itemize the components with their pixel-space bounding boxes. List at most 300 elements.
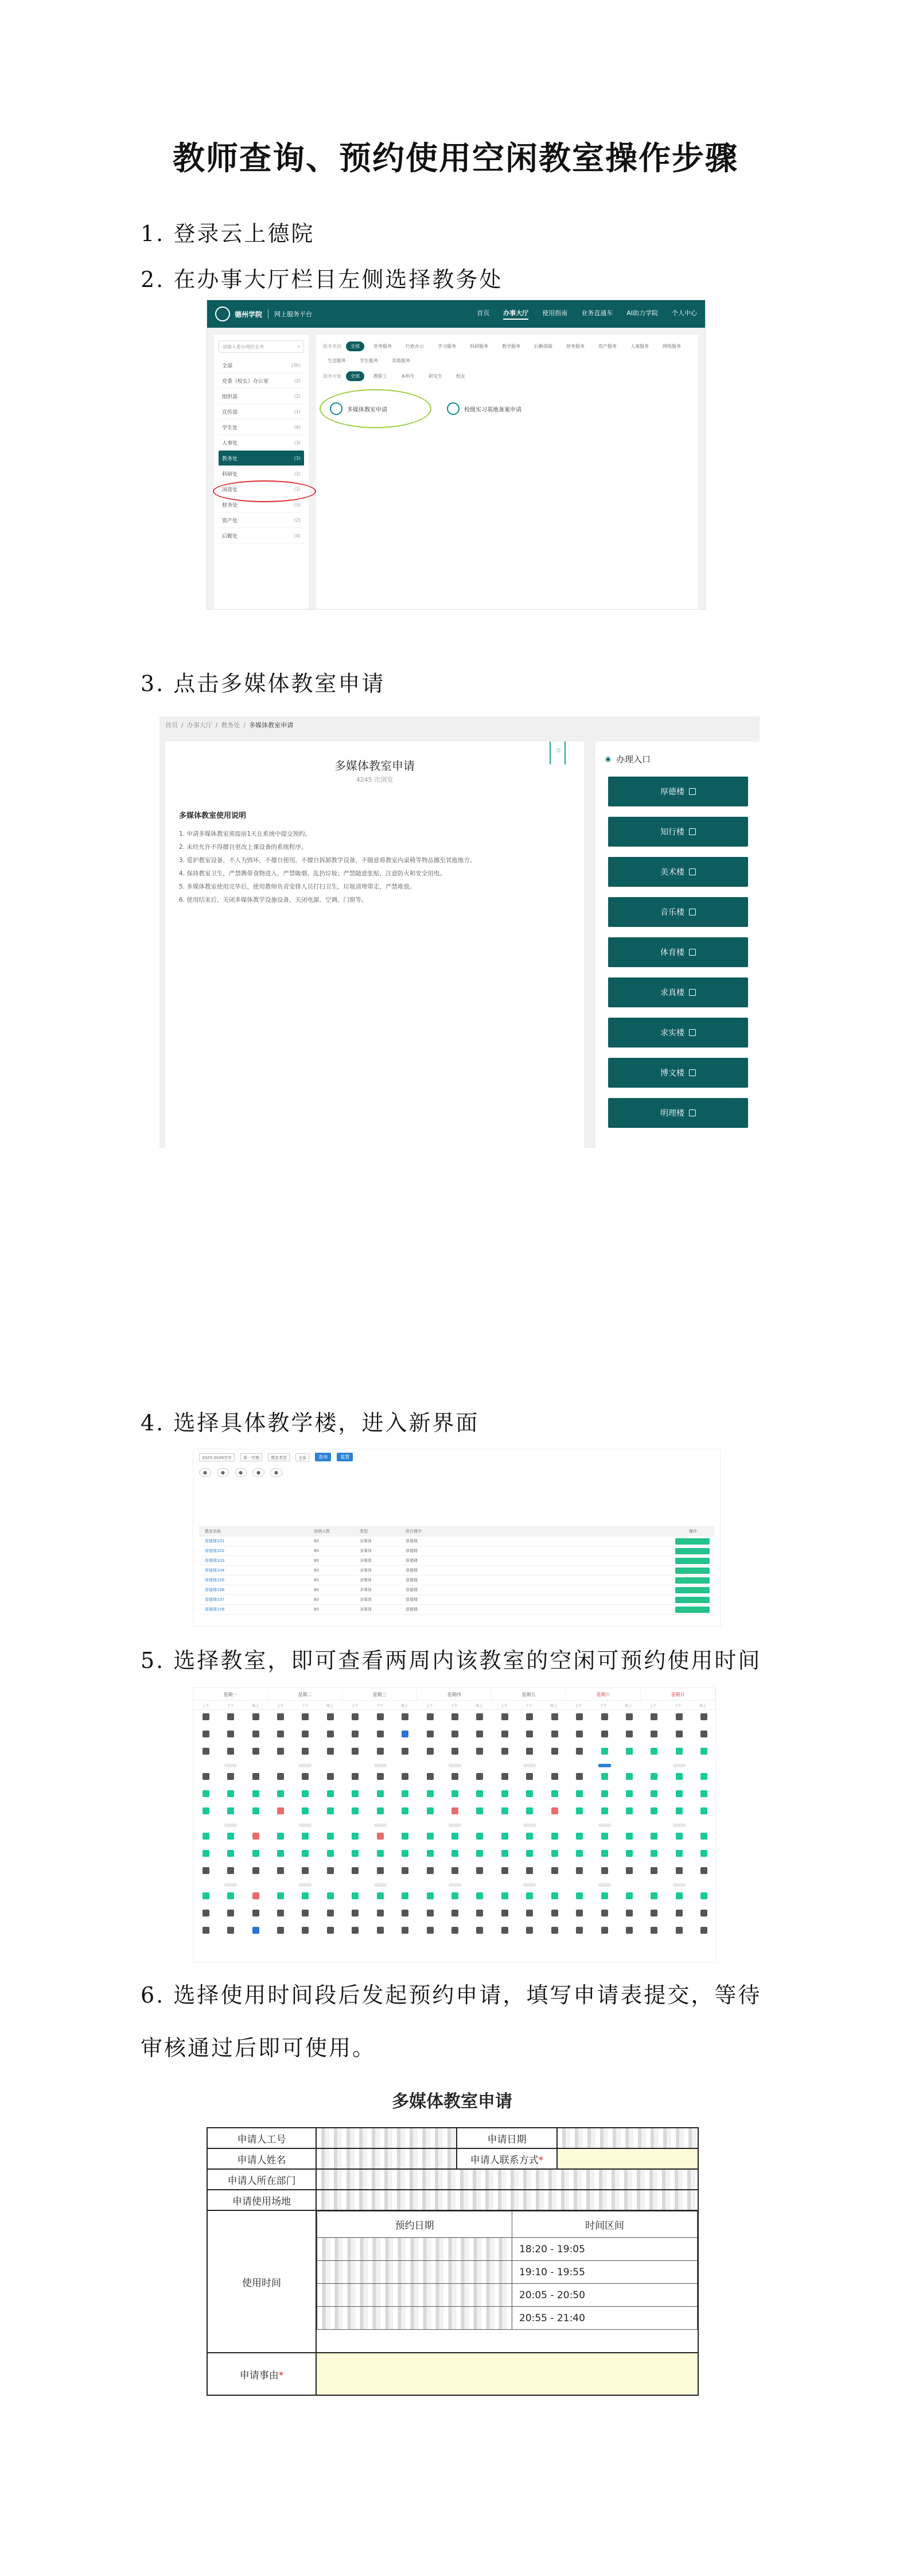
slot-cell[interactable] bbox=[203, 1892, 209, 1899]
slot-cell[interactable] bbox=[203, 1748, 209, 1755]
slot-cell[interactable] bbox=[427, 1833, 434, 1840]
slot-cell[interactable] bbox=[476, 1892, 483, 1899]
slot-cell[interactable] bbox=[427, 1927, 434, 1934]
slot-cell[interactable] bbox=[700, 1731, 707, 1737]
slot-cell[interactable] bbox=[252, 1833, 259, 1840]
query-button[interactable]: 查询 bbox=[315, 1453, 331, 1461]
slot-cell[interactable] bbox=[302, 1773, 309, 1780]
view-schedule-button[interactable] bbox=[675, 1597, 710, 1603]
nav-home[interactable]: 首页 bbox=[477, 309, 490, 317]
slot-cell[interactable] bbox=[626, 1807, 633, 1814]
filter-chip[interactable]: 全部 bbox=[346, 342, 364, 351]
slot-cell[interactable] bbox=[277, 1850, 284, 1857]
slot-cell[interactable] bbox=[700, 1713, 707, 1720]
slot-cell[interactable] bbox=[302, 1910, 309, 1917]
slot-cell[interactable] bbox=[626, 1713, 633, 1720]
sidebar-item[interactable] bbox=[219, 373, 304, 389]
slot-cell[interactable] bbox=[601, 1910, 608, 1917]
slot-cell[interactable] bbox=[601, 1790, 608, 1797]
slot-cell[interactable] bbox=[451, 1748, 458, 1755]
slot-cell[interactable] bbox=[402, 1731, 408, 1737]
breadcrumb-item[interactable]: 教务处 bbox=[221, 721, 240, 729]
slot-cell[interactable] bbox=[676, 1910, 683, 1917]
slot-cell[interactable] bbox=[476, 1850, 483, 1857]
classroom-name[interactable]: 厚德楼103 bbox=[205, 1558, 225, 1563]
slot-cell[interactable] bbox=[601, 1833, 608, 1840]
table-row[interactable] bbox=[199, 1537, 714, 1546]
slot-cell[interactable] bbox=[651, 1833, 657, 1840]
slot-cell[interactable] bbox=[327, 1850, 334, 1857]
slot-cell[interactable] bbox=[551, 1910, 558, 1917]
building-button[interactable] bbox=[608, 817, 748, 847]
classroom-name[interactable]: 厚德楼106 bbox=[205, 1588, 225, 1592]
slot-cell[interactable] bbox=[626, 1748, 633, 1755]
slot-cell[interactable] bbox=[327, 1731, 334, 1737]
chip[interactable]: ● bbox=[252, 1468, 264, 1477]
slot-cell[interactable] bbox=[277, 1927, 284, 1934]
nav-personal[interactable]: 个人中心 bbox=[672, 309, 697, 317]
slot-cell[interactable] bbox=[576, 1910, 583, 1917]
slot-cell[interactable] bbox=[576, 1927, 583, 1934]
slot-cell[interactable] bbox=[451, 1790, 458, 1797]
slot-cell[interactable] bbox=[651, 1731, 657, 1737]
chip[interactable]: ● bbox=[270, 1468, 282, 1477]
slot-cell[interactable] bbox=[551, 1927, 558, 1934]
breadcrumb-item[interactable]: 首页 bbox=[165, 721, 178, 729]
slot-cell[interactable] bbox=[402, 1910, 408, 1917]
sidebar-item[interactable] bbox=[219, 528, 304, 544]
slot-cell[interactable] bbox=[377, 1867, 384, 1874]
slot-cell[interactable] bbox=[651, 1927, 657, 1934]
slot-cell[interactable] bbox=[302, 1892, 309, 1899]
slot-cell[interactable] bbox=[476, 1910, 483, 1917]
slot-cell[interactable] bbox=[551, 1807, 558, 1814]
slot-cell[interactable] bbox=[526, 1748, 533, 1755]
slot-cell[interactable] bbox=[252, 1773, 259, 1780]
slot-cell[interactable] bbox=[277, 1892, 284, 1899]
slot-cell[interactable] bbox=[302, 1850, 309, 1857]
nav-service-hall[interactable]: 办事大厅 bbox=[503, 308, 528, 320]
slot-cell[interactable] bbox=[227, 1807, 234, 1814]
slot-cell[interactable] bbox=[601, 1713, 608, 1720]
slot-cell[interactable] bbox=[203, 1731, 209, 1737]
slot-cell[interactable] bbox=[501, 1790, 508, 1797]
slot-cell[interactable] bbox=[526, 1790, 533, 1797]
slot-cell[interactable] bbox=[551, 1748, 558, 1755]
slot-cell[interactable] bbox=[601, 1927, 608, 1934]
type-select[interactable]: 教室类型 bbox=[268, 1453, 290, 1461]
slot-cell[interactable] bbox=[700, 1773, 707, 1780]
slot-cell[interactable] bbox=[327, 1807, 334, 1814]
filter-chip[interactable]: 行政办公 bbox=[406, 344, 424, 349]
slot-cell[interactable] bbox=[252, 1892, 259, 1899]
slot-cell[interactable] bbox=[526, 1892, 533, 1899]
slot-cell[interactable] bbox=[700, 1807, 707, 1814]
slot-cell[interactable] bbox=[676, 1807, 683, 1814]
slot-cell[interactable] bbox=[203, 1867, 209, 1874]
slot-cell[interactable] bbox=[277, 1867, 284, 1874]
slot-cell[interactable] bbox=[302, 1833, 309, 1840]
slot-cell[interactable] bbox=[377, 1807, 384, 1814]
slot-cell[interactable] bbox=[476, 1927, 483, 1934]
slot-cell[interactable] bbox=[252, 1910, 259, 1917]
slot-cell[interactable] bbox=[402, 1867, 408, 1874]
slot-cell[interactable] bbox=[551, 1790, 558, 1797]
slot-cell[interactable] bbox=[302, 1927, 309, 1934]
slot-cell[interactable] bbox=[626, 1850, 633, 1857]
slot-cell[interactable] bbox=[676, 1850, 683, 1857]
table-row[interactable] bbox=[199, 1576, 714, 1585]
slot-cell[interactable] bbox=[700, 1927, 707, 1934]
slot-cell[interactable] bbox=[277, 1748, 284, 1755]
slot-cell[interactable] bbox=[700, 1748, 707, 1755]
slot-cell[interactable] bbox=[676, 1773, 683, 1780]
view-schedule-button[interactable] bbox=[675, 1607, 710, 1613]
slot-cell[interactable] bbox=[377, 1731, 384, 1737]
slot-cell[interactable] bbox=[352, 1773, 359, 1780]
view-schedule-button[interactable] bbox=[675, 1587, 710, 1593]
slot-cell[interactable] bbox=[576, 1867, 583, 1874]
slot-cell[interactable] bbox=[302, 1867, 309, 1874]
time-slot[interactable]: 19:10 - 19:55 bbox=[512, 2261, 698, 2284]
filter-chip[interactable]: 教学服务 bbox=[502, 344, 520, 349]
slot-cell[interactable] bbox=[651, 1850, 657, 1857]
slot-cell[interactable] bbox=[601, 1867, 608, 1874]
reserve-date-cell[interactable] bbox=[317, 2238, 512, 2261]
sidebar-item[interactable] bbox=[219, 420, 304, 435]
building-button[interactable] bbox=[608, 1098, 748, 1128]
slot-cell[interactable] bbox=[476, 1790, 483, 1797]
slot-cell[interactable] bbox=[651, 1867, 657, 1874]
slot-cell[interactable] bbox=[377, 1910, 384, 1917]
slot-cell[interactable] bbox=[377, 1773, 384, 1780]
slot-cell[interactable] bbox=[526, 1910, 533, 1917]
time-slot[interactable]: 20:55 - 21:40 bbox=[512, 2307, 698, 2330]
sidebar-item[interactable] bbox=[219, 435, 304, 451]
slot-cell[interactable] bbox=[227, 1927, 234, 1934]
slot-cell[interactable] bbox=[601, 1731, 608, 1737]
filter-chip[interactable]: 后勤保障 bbox=[534, 344, 552, 349]
building-button[interactable] bbox=[608, 1018, 748, 1048]
slot-cell[interactable] bbox=[352, 1910, 359, 1917]
slot-cell[interactable] bbox=[551, 1731, 558, 1737]
filter-chip[interactable]: 资产服务 bbox=[598, 344, 617, 349]
sidebar-item-academic-affairs[interactable] bbox=[219, 451, 304, 466]
slot-cell[interactable] bbox=[402, 1850, 408, 1857]
classroom-name[interactable]: 厚德楼107 bbox=[205, 1597, 225, 1602]
slot-cell[interactable] bbox=[227, 1790, 234, 1797]
slot-cell[interactable] bbox=[327, 1892, 334, 1899]
slot-cell[interactable] bbox=[700, 1910, 707, 1917]
slot-cell[interactable] bbox=[402, 1927, 408, 1934]
slot-cell[interactable] bbox=[601, 1748, 608, 1755]
slot-cell[interactable] bbox=[626, 1773, 633, 1780]
filter-chip[interactable]: 学习服务 bbox=[438, 344, 456, 349]
slot-cell[interactable] bbox=[252, 1713, 259, 1720]
slot-cell[interactable] bbox=[451, 1867, 458, 1874]
slot-cell[interactable] bbox=[601, 1807, 608, 1814]
slot-cell[interactable] bbox=[576, 1807, 583, 1814]
filter-chip[interactable]: 党务服务 bbox=[373, 344, 392, 349]
slot-cell[interactable] bbox=[377, 1927, 384, 1934]
slot-cell[interactable] bbox=[501, 1910, 508, 1917]
slot-cell[interactable] bbox=[526, 1927, 533, 1934]
slot-cell[interactable] bbox=[501, 1773, 508, 1780]
slot-cell[interactable] bbox=[551, 1713, 558, 1720]
service-card-internship[interactable] bbox=[440, 391, 543, 426]
filter-chip[interactable]: 学生服务 bbox=[360, 358, 378, 363]
reason-field[interactable] bbox=[316, 2353, 698, 2395]
slot-cell[interactable] bbox=[451, 1773, 458, 1780]
slot-cell[interactable] bbox=[626, 1927, 633, 1934]
filter-chip[interactable]: 全部 bbox=[346, 371, 364, 381]
venue-field[interactable] bbox=[316, 2190, 698, 2210]
classroom-name[interactable]: 厚德楼105 bbox=[205, 1578, 225, 1582]
table-row[interactable] bbox=[199, 1556, 714, 1566]
view-schedule-button[interactable] bbox=[675, 1568, 710, 1574]
slot-cell[interactable] bbox=[601, 1892, 608, 1899]
classroom-name[interactable]: 厚德楼108 bbox=[205, 1607, 225, 1612]
slot-cell[interactable] bbox=[700, 1790, 707, 1797]
slot-cell[interactable] bbox=[352, 1892, 359, 1899]
slot-cell[interactable] bbox=[551, 1867, 558, 1874]
slot-cell[interactable] bbox=[427, 1731, 434, 1737]
table-row[interactable] bbox=[199, 1585, 714, 1595]
slot-cell[interactable] bbox=[377, 1833, 384, 1840]
slot-cell[interactable] bbox=[427, 1790, 434, 1797]
building-button[interactable] bbox=[608, 897, 748, 927]
chip[interactable]: ● bbox=[235, 1468, 247, 1477]
slot-cell[interactable] bbox=[676, 1748, 683, 1755]
slot-cell[interactable] bbox=[227, 1892, 234, 1899]
slot-cell[interactable] bbox=[476, 1833, 483, 1840]
building-button[interactable] bbox=[608, 1058, 748, 1088]
reset-button[interactable]: 重置 bbox=[337, 1453, 353, 1461]
slot-cell[interactable] bbox=[501, 1850, 508, 1857]
slot-cell[interactable] bbox=[476, 1867, 483, 1874]
slot-cell[interactable] bbox=[526, 1833, 533, 1840]
sidebar-item[interactable] bbox=[219, 513, 304, 528]
slot-cell[interactable] bbox=[227, 1773, 234, 1780]
chip[interactable]: ● bbox=[217, 1468, 229, 1477]
slot-cell[interactable] bbox=[203, 1773, 209, 1780]
building-button[interactable] bbox=[608, 857, 748, 887]
slot-cell[interactable] bbox=[601, 1773, 608, 1780]
type-value-select[interactable]: 全部 bbox=[295, 1453, 309, 1461]
slot-cell[interactable] bbox=[501, 1867, 508, 1874]
classroom-name[interactable]: 厚德楼102 bbox=[205, 1549, 225, 1553]
slot-cell[interactable] bbox=[277, 1833, 284, 1840]
slot-cell[interactable] bbox=[427, 1773, 434, 1780]
slot-cell[interactable] bbox=[377, 1713, 384, 1720]
slot-cell[interactable] bbox=[352, 1713, 359, 1720]
slot-cell[interactable] bbox=[327, 1833, 334, 1840]
slot-cell[interactable] bbox=[352, 1833, 359, 1840]
slot-cell[interactable] bbox=[526, 1867, 533, 1874]
slot-cell[interactable] bbox=[377, 1892, 384, 1899]
slot-cell[interactable] bbox=[700, 1833, 707, 1840]
slot-cell[interactable] bbox=[302, 1790, 309, 1797]
slot-cell[interactable] bbox=[700, 1867, 707, 1874]
slot-cell[interactable] bbox=[651, 1748, 657, 1755]
slot-cell[interactable] bbox=[576, 1713, 583, 1720]
building-button[interactable] bbox=[608, 777, 748, 806]
classroom-name[interactable]: 厚德楼104 bbox=[205, 1568, 225, 1573]
slot-cell[interactable] bbox=[676, 1892, 683, 1899]
slot-cell[interactable] bbox=[203, 1807, 209, 1814]
slot-cell[interactable] bbox=[352, 1927, 359, 1934]
slot-cell[interactable] bbox=[227, 1713, 234, 1720]
slot-cell[interactable] bbox=[651, 1713, 657, 1720]
slot-cell[interactable] bbox=[551, 1773, 558, 1780]
slot-cell[interactable] bbox=[551, 1850, 558, 1857]
slot-cell[interactable] bbox=[526, 1807, 533, 1814]
table-row[interactable] bbox=[199, 1546, 714, 1556]
slot-cell[interactable] bbox=[427, 1867, 434, 1874]
slot-cell[interactable] bbox=[402, 1773, 408, 1780]
slot-cell[interactable] bbox=[277, 1713, 284, 1720]
sidebar-item[interactable] bbox=[219, 389, 304, 404]
slot-cell[interactable] bbox=[327, 1713, 334, 1720]
slot-cell[interactable] bbox=[227, 1748, 234, 1755]
slot-cell[interactable] bbox=[526, 1850, 533, 1857]
slot-cell[interactable] bbox=[252, 1867, 259, 1874]
slot-cell[interactable] bbox=[651, 1790, 657, 1797]
slot-cell[interactable] bbox=[302, 1748, 309, 1755]
slot-cell[interactable] bbox=[526, 1773, 533, 1780]
service-card-multimedia[interactable] bbox=[323, 391, 426, 426]
filter-chip[interactable]: 生活服务 bbox=[328, 358, 346, 363]
slot-cell[interactable] bbox=[427, 1807, 434, 1814]
slot-cell[interactable] bbox=[576, 1748, 583, 1755]
term-select[interactable]: 2025-2026学年 bbox=[199, 1453, 235, 1461]
apply-date-field[interactable] bbox=[557, 2128, 698, 2148]
slot-cell[interactable] bbox=[476, 1748, 483, 1755]
teacher-id-field[interactable] bbox=[316, 2128, 457, 2148]
slot-cell[interactable] bbox=[352, 1867, 359, 1874]
slot-cell[interactable] bbox=[526, 1713, 533, 1720]
slot-cell[interactable] bbox=[451, 1833, 458, 1840]
building-button[interactable] bbox=[608, 937, 748, 967]
slot-cell[interactable] bbox=[476, 1713, 483, 1720]
slot-cell[interactable] bbox=[700, 1892, 707, 1899]
slot-cell[interactable] bbox=[651, 1807, 657, 1814]
slot-cell[interactable] bbox=[626, 1892, 633, 1899]
slot-cell[interactable] bbox=[651, 1773, 657, 1780]
slot-cell[interactable] bbox=[352, 1790, 359, 1797]
slot-cell[interactable] bbox=[352, 1807, 359, 1814]
slot-cell[interactable] bbox=[252, 1790, 259, 1797]
slot-cell[interactable] bbox=[227, 1731, 234, 1737]
slot-cell[interactable] bbox=[327, 1867, 334, 1874]
slot-cell[interactable] bbox=[451, 1927, 458, 1934]
slot-cell[interactable] bbox=[252, 1731, 259, 1737]
slot-cell[interactable] bbox=[402, 1713, 408, 1720]
slot-cell[interactable] bbox=[203, 1790, 209, 1797]
filter-chip[interactable]: 教职工 bbox=[373, 374, 387, 379]
slot-cell[interactable] bbox=[576, 1773, 583, 1780]
reserve-date-cell[interactable] bbox=[317, 2284, 512, 2307]
slot-cell[interactable] bbox=[402, 1748, 408, 1755]
slot-cell[interactable] bbox=[327, 1927, 334, 1934]
slot-cell[interactable] bbox=[626, 1790, 633, 1797]
slot-cell[interactable] bbox=[402, 1790, 408, 1797]
slot-cell[interactable] bbox=[302, 1713, 309, 1720]
slot-cell[interactable] bbox=[576, 1892, 583, 1899]
table-row[interactable] bbox=[199, 1605, 714, 1615]
slot-cell[interactable] bbox=[427, 1910, 434, 1917]
slot-cell[interactable] bbox=[227, 1833, 234, 1840]
slot-cell[interactable] bbox=[551, 1892, 558, 1899]
slot-cell[interactable] bbox=[327, 1790, 334, 1797]
slot-cell[interactable] bbox=[352, 1850, 359, 1857]
slot-cell[interactable] bbox=[302, 1807, 309, 1814]
filter-chip[interactable]: 人事服务 bbox=[630, 344, 649, 349]
slot-cell[interactable] bbox=[476, 1807, 483, 1814]
slot-cell[interactable] bbox=[451, 1731, 458, 1737]
slot-cell[interactable] bbox=[227, 1910, 234, 1917]
dept-field[interactable] bbox=[316, 2169, 698, 2190]
slot-cell[interactable] bbox=[203, 1927, 209, 1934]
slot-cell[interactable] bbox=[626, 1833, 633, 1840]
slot-cell[interactable] bbox=[451, 1910, 458, 1917]
filter-chip[interactable]: 校友 bbox=[456, 374, 465, 379]
slot-cell[interactable] bbox=[402, 1807, 408, 1814]
slot-cell[interactable] bbox=[427, 1748, 434, 1755]
slot-cell[interactable] bbox=[252, 1927, 259, 1934]
slot-cell[interactable] bbox=[277, 1773, 284, 1780]
slot-cell[interactable] bbox=[451, 1713, 458, 1720]
slot-cell[interactable] bbox=[402, 1833, 408, 1840]
slot-cell[interactable] bbox=[626, 1731, 633, 1737]
slot-cell[interactable] bbox=[676, 1833, 683, 1840]
slot-cell[interactable] bbox=[402, 1892, 408, 1899]
slot-cell[interactable] bbox=[551, 1833, 558, 1840]
slot-cell[interactable] bbox=[277, 1790, 284, 1797]
slot-cell[interactable] bbox=[352, 1731, 359, 1737]
slot-cell[interactable] bbox=[700, 1850, 707, 1857]
sidebar-item[interactable] bbox=[219, 358, 304, 373]
slot-cell[interactable] bbox=[203, 1833, 209, 1840]
slot-cell[interactable] bbox=[203, 1713, 209, 1720]
slot-cell[interactable] bbox=[302, 1731, 309, 1737]
filter-chip[interactable]: 财务服务 bbox=[566, 344, 585, 349]
slot-cell[interactable] bbox=[576, 1731, 583, 1737]
filter-chip[interactable]: 本科生 bbox=[401, 374, 415, 379]
filter-chip[interactable]: 科研服务 bbox=[470, 344, 488, 349]
slot-cell[interactable] bbox=[601, 1850, 608, 1857]
slot-cell[interactable] bbox=[476, 1731, 483, 1737]
table-row[interactable] bbox=[199, 1566, 714, 1576]
reserve-date-cell[interactable] bbox=[317, 2307, 512, 2330]
view-schedule-button[interactable] bbox=[675, 1577, 710, 1584]
building-button[interactable] bbox=[608, 977, 748, 1007]
filter-chip[interactable]: 网络服务 bbox=[663, 344, 681, 349]
slot-cell[interactable] bbox=[277, 1807, 284, 1814]
slot-cell[interactable] bbox=[427, 1713, 434, 1720]
slot-cell[interactable] bbox=[277, 1910, 284, 1917]
slot-cell[interactable] bbox=[501, 1731, 508, 1737]
contact-field[interactable] bbox=[557, 2148, 698, 2169]
slot-cell[interactable] bbox=[227, 1867, 234, 1874]
slot-cell[interactable] bbox=[576, 1833, 583, 1840]
view-schedule-button[interactable] bbox=[675, 1548, 710, 1554]
slot-cell[interactable] bbox=[252, 1807, 259, 1814]
sidebar-item[interactable] bbox=[219, 404, 304, 420]
nav-ai[interactable]: AI助力学院 bbox=[626, 309, 658, 317]
nav-express[interactable]: 业务直通车 bbox=[581, 309, 613, 317]
slot-cell[interactable] bbox=[501, 1892, 508, 1899]
